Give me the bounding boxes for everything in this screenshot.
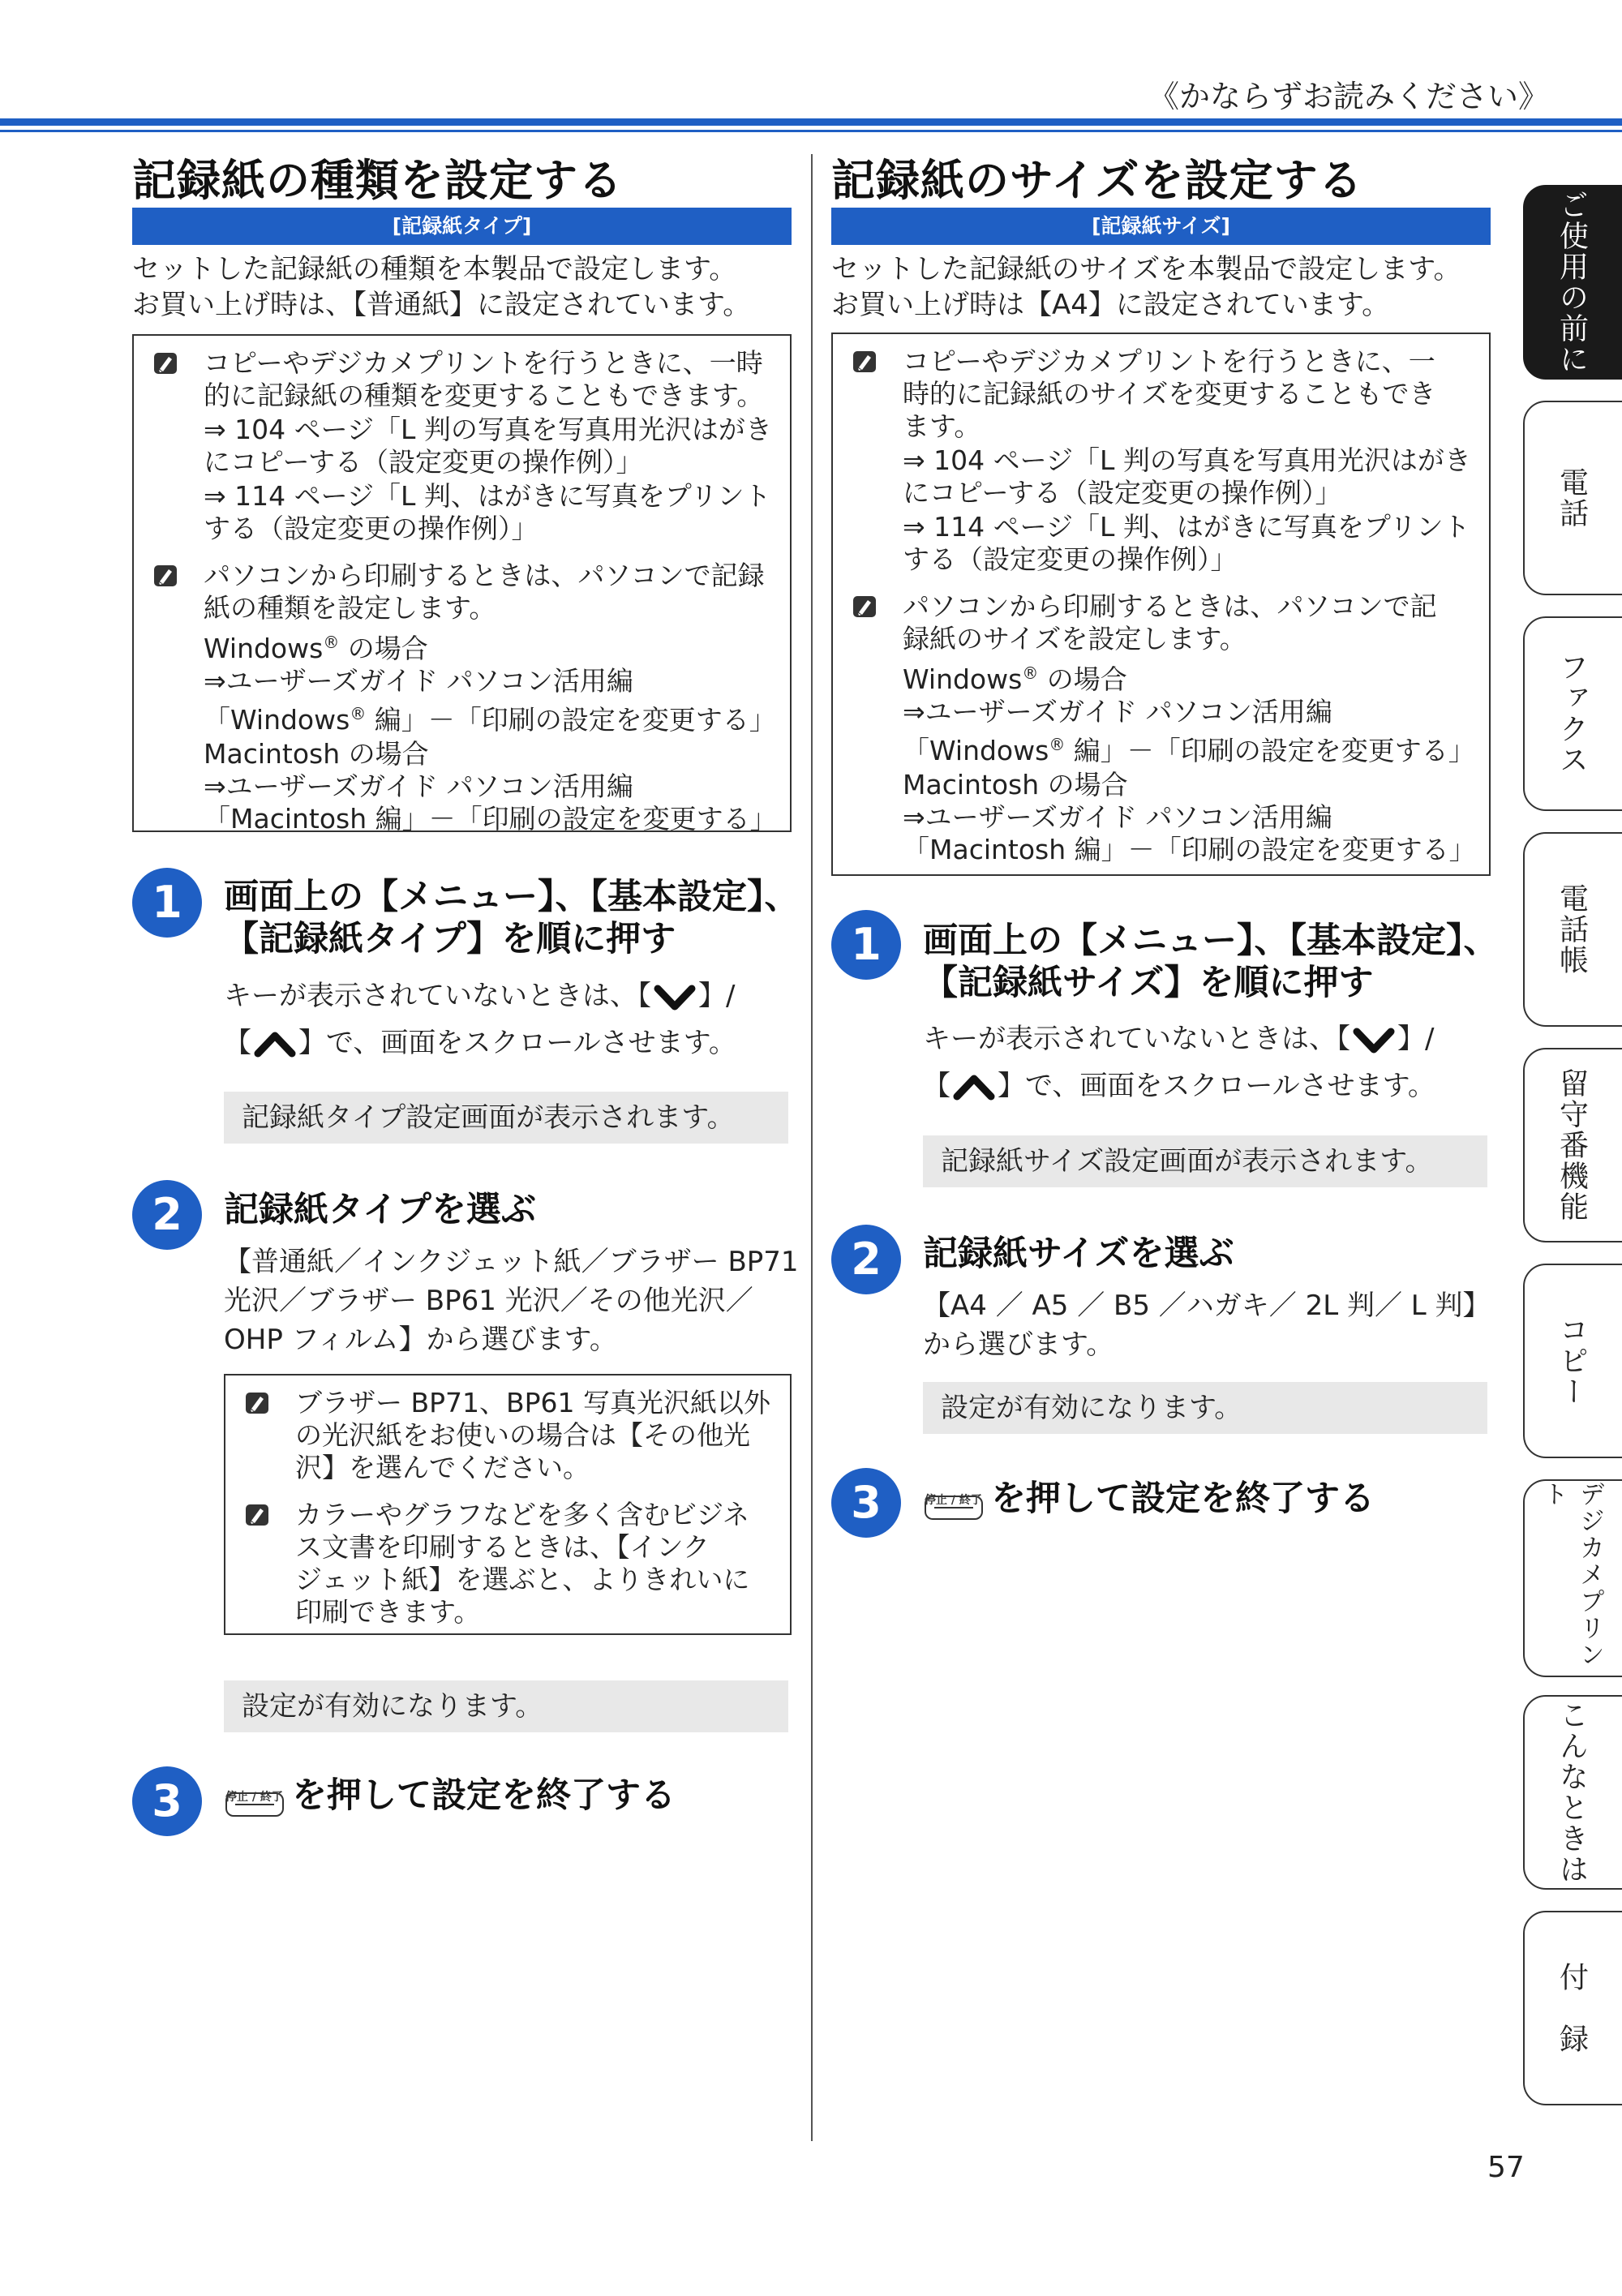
step-1-body: キーが表示されていないときは、【 】/ 【 】で、画面をスクロールさせます。 <box>224 980 736 1059</box>
lead-line: セットした記録紙の種類を本製品で設定します。 <box>132 253 737 285</box>
step-2-title: 記録紙サイズを選ぶ <box>923 1234 1234 1274</box>
note: コピーやデジカメプリントを行うときに、一時 的に記録紙の種類を変更することもできます。 ⇒ 104 ページ「L 判の写真を写真用光沢はがき にコピーする（設定変更の操作例）」 ⇒ 114 ページ「L 判、はがきに写真をプリント する（設定変更の操作例）」 <box>134 347 790 545</box>
step-3-title: 停止 / 終了 を押して設定を終了する <box>923 1478 1375 1523</box>
step-number-2: 2 <box>831 1225 901 1294</box>
memo-icon <box>153 564 178 587</box>
step-2-result: 設定が有効になります。 <box>923 1382 1487 1434</box>
lead-line: お買い上げ時は、【普通紙】に設定されています。 <box>132 289 751 321</box>
up-arrow-icon <box>253 1031 297 1058</box>
lead-line: セットした記録紙のサイズを本製品で設定します。 <box>831 253 1461 285</box>
step-number-2: 2 <box>132 1180 202 1250</box>
step-number-1: 1 <box>132 868 202 938</box>
side-tab-copy[interactable]: コピー <box>1523 1264 1622 1458</box>
left-lead <box>132 251 750 323</box>
header-title: 《かならずお読みください》 <box>1148 79 1549 114</box>
step-number-1: 1 <box>831 910 901 980</box>
left-section-title: 記録紙の種類を設定する <box>132 155 623 206</box>
header-rule-thin <box>0 130 1622 132</box>
right-note-box <box>831 333 1491 876</box>
note: パソコンから印刷するときは、パソコンで記 録紙のサイズを設定します。 Windows® の場合 ⇒ユーザーズガイド パソコン活用編 「Windows® 編」－「印刷の設定を変更する」 Macintosh の場合 ⇒ユーザーズガイド パソコン活用編 「Macintosh 編」－「印刷の設定を変更する」 <box>833 590 1489 866</box>
header-rule <box>0 118 1622 126</box>
step-number-3: 3 <box>132 1766 202 1836</box>
stop-exit-key-icon: 停止 / 終了 <box>923 1479 986 1523</box>
down-arrow-icon <box>1352 1027 1396 1054</box>
step-1-result: 記録紙サイズ設定画面が表示されます。 <box>923 1135 1487 1187</box>
page-number: 57 <box>1487 2151 1525 2184</box>
side-tab-digicam-print[interactable]: デジカメプリント <box>1523 1479 1622 1677</box>
right-lead <box>831 251 1461 323</box>
up-arrow-icon <box>952 1074 996 1101</box>
note: カラーやグラフなどを多く含むビジネ ス文書を印刷するときは、【インク ジェット紙】を選ぶと、よりきれいに 印刷できます。 <box>225 1499 790 1629</box>
stop-exit-key-icon: 停止 / 終了 <box>224 1776 287 1820</box>
step-2-result: 設定が有効になります。 <box>224 1680 788 1732</box>
side-tab-troubleshooting[interactable]: こんなときは <box>1523 1695 1622 1890</box>
side-tab-appendix[interactable]: 付 録 <box>1523 1911 1622 2105</box>
step-1-body: キーが表示されていないときは、【 】/ 【 】で、画面をスクロールさせます。 <box>923 1023 1435 1102</box>
memo-icon <box>245 1504 269 1526</box>
step-1-title: 画面上の【メニュー】、【基本設定】、 【記録紙サイズ】を順に押す <box>923 921 1499 1003</box>
side-tab-before-use[interactable]: ご使用の前に <box>1523 185 1622 380</box>
step-3-title: 停止 / 終了 を押して設定を終了する <box>224 1775 676 1820</box>
memo-icon <box>852 350 877 373</box>
memo-icon <box>245 1392 269 1414</box>
side-tab-fax[interactable]: ファクス <box>1523 616 1622 811</box>
right-section-title: 記録紙のサイズを設定する <box>831 155 1363 206</box>
down-arrow-icon <box>653 984 697 1011</box>
note: コピーやデジカメプリントを行うときに、一 時的に記録紙のサイズを変更することもでき ます。 ⇒ 104 ページ「L 判の写真を写真用光沢はがき にコピーする（設定変更の操作例）」 ⇒ 114 ページ「L 判、はがきに写真をプリント する（設定変更の操作例）」 <box>833 345 1489 576</box>
left-note-box <box>132 334 792 835</box>
step-2-body: 【普通紙／インクジェット紙／ブラザー BP71 光沢／ブラザー BP61 光沢／その他光沢／ OHP フィルム】から選びます。 <box>224 1246 799 1356</box>
left-section-bar: [記録紙タイプ] <box>132 208 792 245</box>
lead-line: お買い上げ時は【A4】に設定されています。 <box>831 289 1390 321</box>
note: ブラザー BP71、BP61 写真光沢紙以外 の光沢紙をお使いの場合は【その他光 沢】を選んでください。 <box>225 1387 790 1484</box>
right-section-bar: [記録紙サイズ] <box>831 208 1491 245</box>
note: パソコンから印刷するときは、パソコンで記録 紙の種類を設定します。 Windows® の場合 ⇒ユーザーズガイド パソコン活用編 「Windows® 編」－「印刷の設定を変更する」 Macintosh の場合 ⇒ユーザーズガイド パソコン活用編 「Macintosh 編」－「印刷の設定を変更する」 <box>134 560 790 835</box>
side-tab-phonebook[interactable]: 電話帳 <box>1523 832 1622 1027</box>
memo-icon <box>852 595 877 618</box>
step-2-title: 記録紙タイプを選ぶ <box>224 1190 536 1230</box>
step-2-body: 【A4 ／ A5 ／ B5 ／ハガキ／ 2L 判／ L 判】 から選びます。 <box>923 1290 1491 1361</box>
step-number-3: 3 <box>831 1468 901 1538</box>
memo-icon <box>153 352 178 375</box>
step-1-result: 記録紙タイプ設定画面が表示されます。 <box>224 1092 788 1144</box>
step-2-note-box <box>224 1374 792 1635</box>
step-1-title: 画面上の【メニュー】、【基本設定】、 【記録紙タイプ】を順に押す <box>224 877 800 959</box>
column-divider <box>811 154 813 2141</box>
side-tab-answering[interactable]: 留守番機能 <box>1523 1048 1622 1242</box>
side-tab-telephone[interactable]: 電話 <box>1523 401 1622 595</box>
